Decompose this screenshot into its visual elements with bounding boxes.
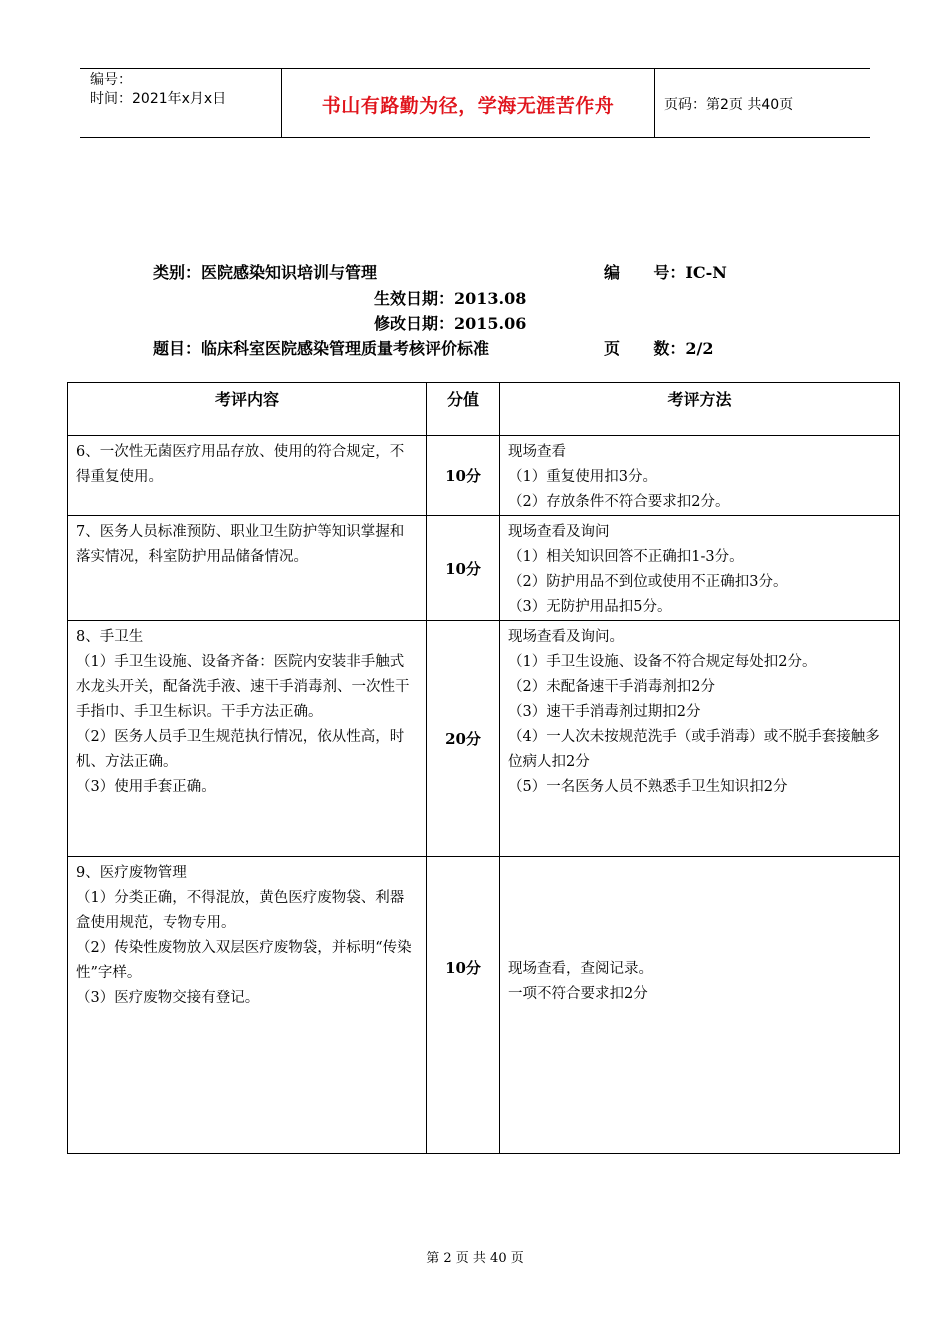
score-cell: 10分 — [427, 857, 500, 1154]
effective-date: 生效日期：2013.08 — [374, 289, 527, 308]
method-cell — [500, 436, 900, 516]
header-score: 分值 — [427, 383, 500, 436]
number-label: 编号： — [90, 72, 132, 88]
content-line: 9、医疗废物管理 — [76, 865, 187, 881]
page-footer: 第 2 页 共 40 页 — [426, 1251, 524, 1266]
content-line: （1）分类正确，不得混放，黄色医疗废物袋、利器盒使用规范，专物专用。 — [76, 890, 405, 931]
method-line: （2）存放条件不符合要求扣2分。 — [508, 494, 730, 510]
table-row — [68, 857, 900, 1154]
content-cell — [68, 621, 427, 857]
method-line: （1）手卫生设施、设备不符合规定每处扣2分。 — [508, 654, 817, 670]
method-cell — [500, 516, 900, 621]
method-cell — [500, 621, 900, 857]
content-line: （3）使用手套正确。 — [76, 779, 216, 795]
content-line: （1）手卫生设施、设备齐备：医院内安装非手触式水龙头开关，配备洗手液、速干手消毒剂、一次性干手指巾、手卫生标识。干手方法正确。 — [76, 654, 410, 720]
method-line: 现场查看，查阅记录。 — [508, 961, 653, 977]
header-page-info: 页码：第2页 共40页 — [664, 97, 794, 113]
pages-text: 页 数：2/2 — [604, 339, 714, 358]
method-line: （2）防护用品不到位或使用不正确扣3分。 — [508, 574, 788, 590]
code-text: 编 号：IC-N — [604, 263, 727, 282]
score-cell: 10分 — [427, 436, 500, 516]
method-cell — [500, 857, 900, 1154]
score-cell: 20分 — [427, 621, 500, 857]
content-line: （2）传染性废物放入双层医疗废物袋，并标明“传染性”字样。 — [76, 940, 412, 981]
subject-text: 题目：临床科室医院感染管理质量考核评价标准 — [153, 339, 490, 358]
time-label: 时间：2021年x月x日 — [90, 91, 227, 107]
table-row — [68, 436, 900, 516]
method-line: （3）速干手消毒剂过期扣2分 — [508, 704, 701, 720]
method-line: （5）一名医务人员不熟悉手卫生知识扣2分 — [508, 779, 788, 795]
table-header-row — [68, 383, 900, 436]
evaluation-table — [67, 382, 900, 1154]
content-line: 8、手卫生 — [76, 629, 144, 645]
table-row — [68, 621, 900, 857]
revised-date: 修改日期：2015.06 — [374, 314, 527, 333]
content-cell — [68, 857, 427, 1154]
method-line: 现场查看及询问。 — [508, 629, 624, 645]
content-cell — [68, 436, 427, 516]
content-cell — [68, 516, 427, 621]
header-content: 考评内容 — [68, 383, 427, 436]
category-text: 类别：医院感染知识培训与管理 — [153, 263, 378, 282]
document-header — [80, 68, 870, 138]
header-method: 考评方法 — [500, 383, 900, 436]
method-line: 现场查看 — [508, 444, 566, 460]
method-line: （4）一人次未按规范洗手（或手消毒）或不脱手套接触多位病人扣2分 — [508, 729, 880, 770]
content-line: （3）医疗废物交接有登记。 — [76, 990, 260, 1006]
method-line: （2）未配备速干手消毒剂扣2分 — [508, 679, 715, 695]
header-divider — [654, 69, 655, 137]
header-left — [90, 71, 226, 109]
method-line: （1）重复使用扣3分。 — [508, 469, 657, 485]
content-line: 6、一次性无菌医疗用品存放、使用的符合规定，不得重复使用。 — [76, 444, 405, 485]
content-line: （2）医务人员手卫生规范执行情况，依从性高，时机、方法正确。 — [76, 729, 405, 770]
table-row — [68, 516, 900, 621]
method-line: （3）无防护用品扣5分。 — [508, 599, 672, 615]
score-cell: 10分 — [427, 516, 500, 621]
content-line: 7、医务人员标准预防、职业卫生防护等知识掌握和落实情况，科室防护用品储备情况。 — [76, 524, 405, 565]
method-line: （1）相关知识回答不正确扣1-3分。 — [508, 549, 744, 565]
method-line: 现场查看及询问 — [508, 524, 610, 540]
method-line: 一项不符合要求扣2分 — [508, 986, 648, 1002]
header-motto: 书山有路勤为径，学海无涯苦作舟 — [321, 95, 615, 117]
